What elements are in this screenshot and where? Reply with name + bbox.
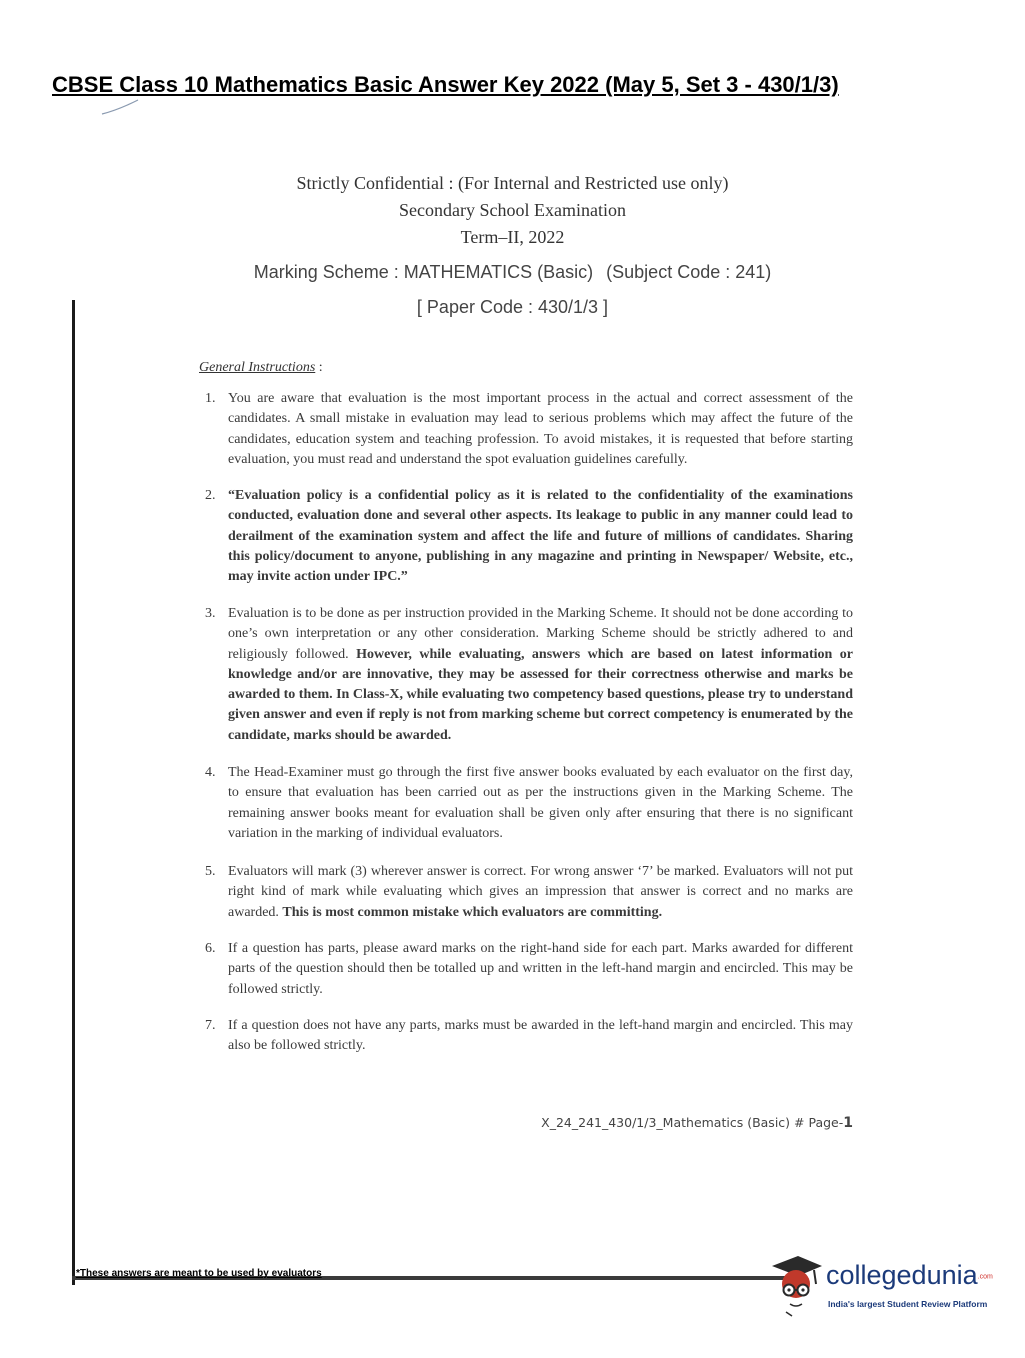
logo-name: collegedunia: [826, 1260, 978, 1290]
logo-suffix: .com: [977, 1273, 993, 1281]
instruction-item: [205, 862, 853, 923]
exam-line: Secondary School Examination: [399, 200, 626, 220]
instruction-item: [205, 763, 853, 844]
confidential-header: [0, 170, 1025, 251]
document-title: CBSE Class 10 Mathematics Basic Answer Key 2022 (May 5, Set 3 - 430/1/3): [52, 72, 839, 97]
collegedunia-logo: [768, 1250, 996, 1318]
logo-wordmark: [826, 1260, 993, 1291]
instruction-item: [205, 389, 853, 470]
evaluator-note: *These answers are meant to be used by evaluators: [76, 1268, 322, 1279]
instruction-number: 7.: [205, 1018, 216, 1033]
instruction-item: [205, 939, 853, 1000]
graduate-mascot-icon: [768, 1250, 826, 1318]
instruction-number: 1.: [205, 391, 216, 406]
instruction-number: 2.: [205, 488, 216, 503]
instruction-text: You are aware that evaluation is the most important process in the actual and correct assessment of the candidates. A small mistake in evaluation may lead to serious problems which may affect the future of the candidates, education system and teaching profession. To avoid mistakes, it is requested that before starting evaluation, you must read and understand the spot evaluation guidelines carefully.: [228, 391, 853, 467]
instruction-number: 6.: [205, 941, 216, 956]
instruction-number: 5.: [205, 864, 216, 879]
heading-colon: :: [315, 360, 323, 375]
marking-scheme-title: Marking Scheme : MATHEMATICS (Basic): [253, 262, 594, 282]
instruction-text-bold: This is most common mistake which evaluators are committing.: [282, 904, 663, 920]
general-instructions-heading: [199, 360, 323, 376]
instruction-text: The Head-Examiner must go through the first five answer books evaluated by each evaluator on the first day, to ensure that evaluation has been carried out as per the instructions given in the Marking Scheme. The remaining answer books meant for evaluation shall be given only after ensuring that there is no significant variation in the marking of individual evaluators.: [228, 765, 853, 841]
marking-scheme-line: [0, 262, 1025, 288]
paper-code: [ Paper Code : 430/1/3 ]: [416, 297, 609, 317]
instruction-number: 3.: [205, 606, 216, 621]
instruction-text-plain: Evaluators will mark (3) wherever answer is correct. For wrong answer ‘7’ be marked. Evaluators will not put right kind of mark while evaluating which gives an impression that answer is correct and no marks are awarded.: [228, 864, 853, 920]
page-left-border: [72, 300, 75, 1285]
instruction-item: [205, 604, 853, 746]
instruction-text-plain: Evaluation is to be done as per instruction provided in the Marking Scheme. It should not be done according to one’s own interpretation or any other consideration. Marking Scheme should be strictly adhered to and religiously followed.: [228, 606, 853, 662]
instruction-item: [205, 486, 853, 587]
logo-tagline: India's largest Student Review Platform: [828, 1299, 988, 1309]
instruction-text: [228, 604, 853, 746]
term-line: Term–II, 2022: [460, 227, 565, 247]
page-number: 1: [843, 1115, 853, 1131]
confidential-line: Strictly Confidential : (For Internal and Restricted use only): [296, 173, 729, 193]
footer-code: X_24_241_430/1/3_Mathematics (Basic) # Page-: [541, 1115, 844, 1130]
instruction-text-bold: However, while evaluating, answers which are based on latest information or knowledge and/or are innovative, they may be assessed for their correctness otherwise and marks be awarded to them. In Class-X, while evaluating two competency based questions, please try to understand given answer and even if reply is not from marking scheme but correct competency is enumerated by the candidate, marks should be awarded.: [228, 646, 853, 743]
page-footer: [541, 1115, 853, 1131]
instruction-number: 4.: [205, 765, 216, 780]
general-instructions-title: General Instructions: [199, 360, 316, 375]
instruction-text: “Evaluation policy is a confidential policy as it is related to the confidentiality of the examinations conducted, evaluation done and several other aspects. Its leakage to public in any manner could lead to derailment of the examination system and affect the life and future of millions of candidates. Sharing this policy/document to anyone, publishing in any magazine and printing in Newspaper/ Website, etc., may invite action under IPC.”: [228, 488, 853, 585]
instruction-text: If a question has parts, please award marks on the right-hand side for each part. Marks awarded for different parts of the question should then be totalled up and written in the left-hand margin and encircled. This may be followed strictly.: [228, 941, 853, 997]
subject-code: (Subject Code : 241): [606, 262, 772, 282]
instruction-text: [228, 862, 853, 923]
scan-stroke-mark: [100, 98, 140, 118]
instruction-text: If a question does not have any parts, marks must be awarded in the left-hand margin and encircled. This may also be followed strictly.: [228, 1018, 853, 1054]
instruction-item: [205, 1016, 853, 1057]
